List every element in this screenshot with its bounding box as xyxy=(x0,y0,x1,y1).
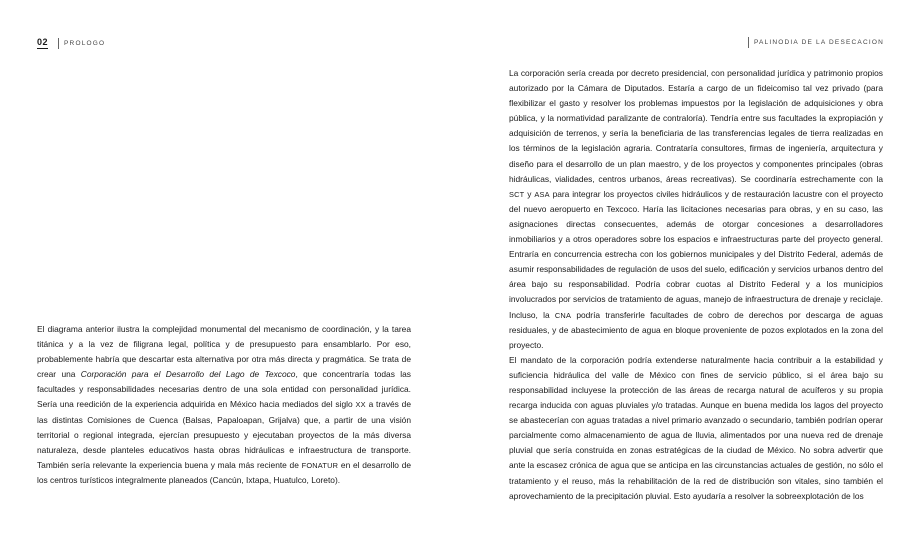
section-label: PROLOGO xyxy=(64,39,106,47)
small-caps-run: ASA xyxy=(534,189,550,199)
paragraph: El mandato de la corporación podría extenderse naturalmente hacia contribuir a la estabilidad y suficiencia hidráulica del valle de México con fines de servicio público, si el área bajo su responsabilidad incluyese la protección de las áreas de recarga natural de acuíferos y su propia recarga inducida con aguas pluviales y/o tratadas. Aunque en buena medida los lagos del proyecto se abastecerían con aguas tratadas a nivel primario avanzado o secundario, también podrían operar parcialmente como almacenamiento de agua de lluvia, alimentados por una nueva red de drenaje pluvial que sería construida en zonas estratégicas de la ciudad de México. No sobra advertir que ante la escasez crónica de agua que se anticipa en las circunstancias actuales de gestión, no sólo el tratamiento y el reuso, más la rehabilitación de la red de distribución son vitales, sino también el aprovechamiento de la precipitación pluvial. Esto ayudaría a resolver la sobreexplotación de los xyxy=(509,354,883,501)
small-caps-run: CNA xyxy=(554,310,572,320)
small-caps-run: FONATUR xyxy=(301,460,339,470)
small-caps-run: XX xyxy=(355,400,366,410)
paragraph xyxy=(509,66,883,353)
left-body-text xyxy=(37,322,411,488)
text-run: a través de las distintas Comisiones de Cuenca (Balsas, Papaloapan, Grijalva) que, a partir de una visión territorial o regional integrada, ejercían presupuesto y ejecutaban proyectos de la más diversa naturaleza, desde planteles educativos hasta obras hidráulicas e infraestructura de transporte. También sería relevante la experiencia buena y mala más reciente de xyxy=(37,399,412,470)
text-run: , que concentraría todas las facultades y responsabilidades necesarias dentro de una sola entidad con personalidad jurídica. Sería una reedición de la experiencia adquirida en México hacia mediados del siglo xyxy=(37,369,411,410)
page-number: 02 xyxy=(37,37,49,47)
paragraph xyxy=(37,322,411,488)
text-run: podría transferirle facultades de cobro de derechos por descarga de aguas residuales, y de abastecimiento de agua en bloque proveniente de pozos explotados en la zona del proyecto. xyxy=(509,309,883,350)
right-body-text xyxy=(509,66,883,504)
running-head-title: PALINODIA DE LA DESECACION xyxy=(753,39,884,46)
text-run: La corporación sería creada por decreto presidencial, con personalidad jurídica y patrimonio propios autorizado por la Cámara de Diputados. Estaría a cargo de un fideicomiso tal vez privado (para flexibilizar el gasto y resolver los problemas impuestos por la legislación de adquisiciones y obra pública, y la normatividad paralizante de contraloría). Tendría entre sus facultades la expropiación y adquisición de terrenos, y sería la beneficiaria de las transferencias legales de tierra realizadas en los términos de la legislación agraria. Contrataría consultores, firmas de ingeniería, arquitectura y diseño para el desarrollo de un plan maestro, y de los proyectos y componentes principales (obras hidráulicas, vialidades, centros urbanos, áreas recreativas). Se coordinaría estrechamente con la xyxy=(509,68,883,184)
running-head xyxy=(748,37,884,48)
text-run: para integrar los proyectos civiles hidráulicos y de restauración lacustre con el proyecto del nuevo aeropuerto en Texcoco. Haría las licitaciones necesarias para obras, y en su caso, las asignaciones directas consecuentes, además de otorgar concesiones a desarrolladores inmobiliarios y a otros operadores sobre los espacios e infraestructuras parte del proyecto general. Entraría en concurrencia estrecha con los gobiernos municipales y del Distrito Federal, además de asumir responsabilidades de regulación de usos del suelo, edificación y servicios urbanos dentro del área bajo su responsabilidad. Podría cobrar cuotas al Distrito Federal y a los municipios involucrados por servicios de tratamiento de aguas, manejo de infraestructura de drenaje y reciclaje. Incluso, la xyxy=(509,188,883,320)
italic-title: Corporación para el Desarrollo del Lago de Texcoco xyxy=(80,369,296,380)
text-run: El diagrama anterior ilustra la complejidad monumental del mecanismo de coordinación, y la tarea titánica y a la vez de filigrana legal, política y de presupuesto para ensamblarlo. Por eso, probablemente habría que descartar esta alternativa por otra más directa y pragmática. Se trata de crear una xyxy=(37,324,411,380)
running-head-divider xyxy=(748,37,749,48)
small-caps-run: SCT xyxy=(509,189,525,199)
folio xyxy=(37,37,105,49)
text-run: en el desarrollo de los centros turísticos integralmente planeados (Cancún, Ixtapa, Huatulco, Loreto). xyxy=(37,459,412,485)
text-run: y xyxy=(524,188,535,199)
folio-divider xyxy=(58,38,59,49)
